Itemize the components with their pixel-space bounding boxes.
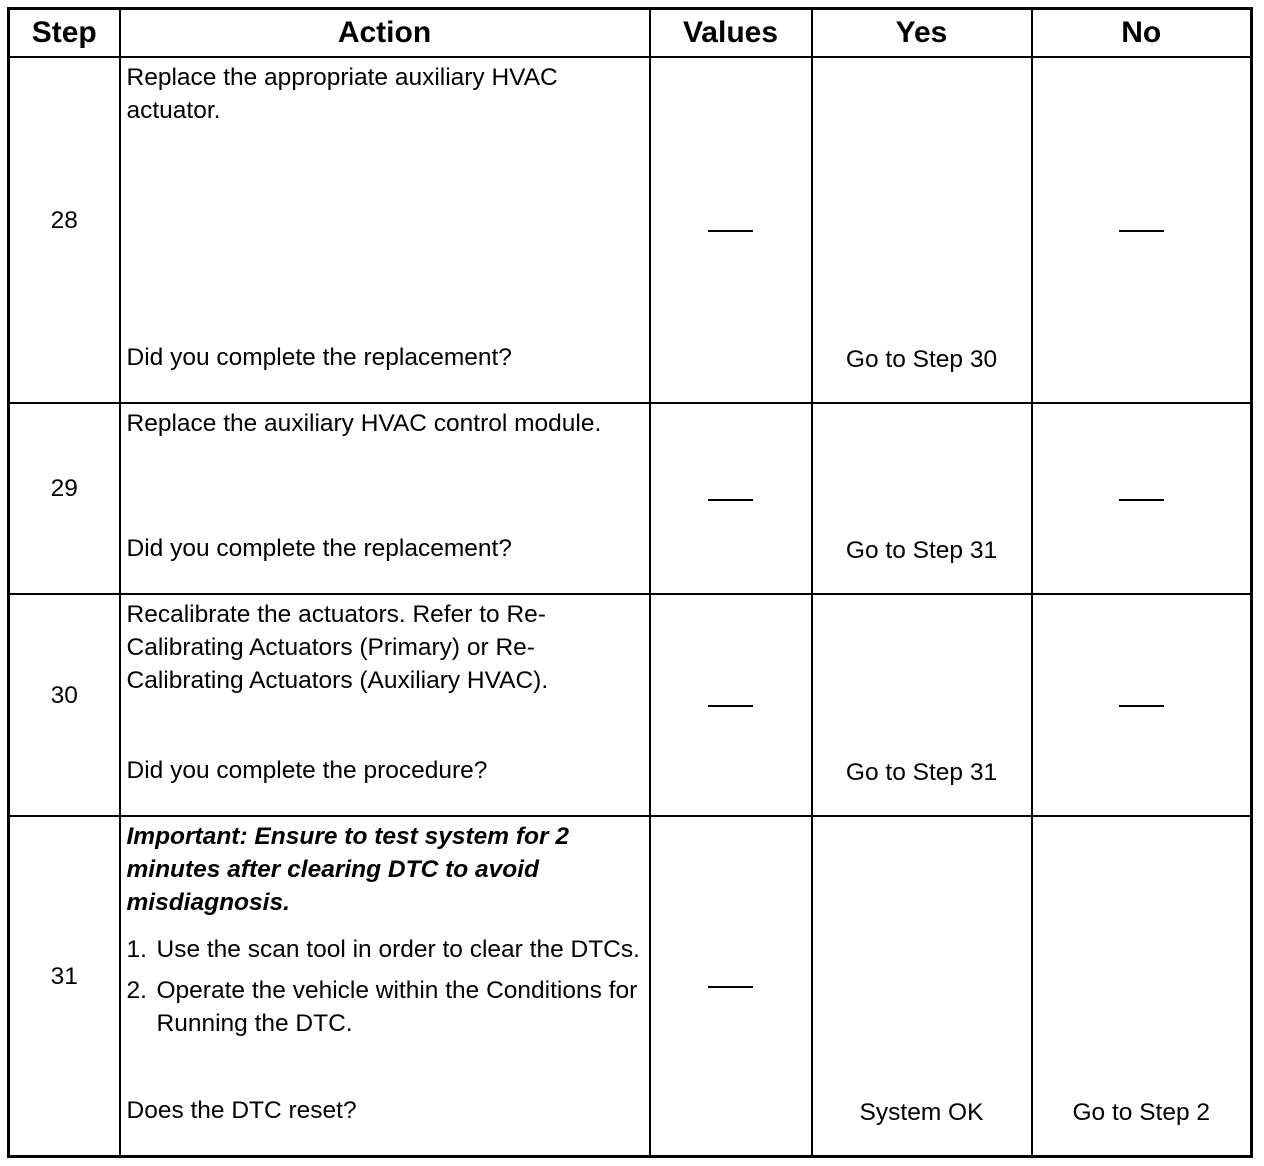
empty-dash [708,230,753,232]
action-text: Replace the appropriate auxiliary HVAC actuator. [126,64,558,124]
no-cell: Go to Step 2 [1032,816,1252,1156]
action-question: Did you complete the replacement? [126,344,512,371]
table-row [9,403,1252,594]
yes-cell: System OK [812,816,1032,1156]
step-number: 31 [9,816,120,1156]
values-cell [650,57,812,403]
empty-dash [708,705,753,707]
step-number: 29 [9,403,120,594]
step-number: 30 [9,594,120,816]
no-cell [1032,403,1252,594]
action-question: Did you complete the procedure? [126,757,488,785]
action-text: Replace the auxiliary HVAC control module. [126,410,602,438]
action-question: Does the DTC reset? [126,1097,357,1125]
header-yes: Yes [812,9,1032,58]
empty-dash [708,986,753,988]
action-question: Did you complete the replacement? [126,535,512,563]
header-no: No [1032,9,1252,58]
action-text: Recalibrate the actuators. Refer to Re-Calibrating Actuators (Primary) or Re-Calibrating Actuators (Auxiliary HVAC). [126,601,549,695]
empty-dash [1119,230,1164,232]
action-cell [120,816,650,1156]
no-cell [1032,594,1252,816]
diagnostic-table [7,7,1253,1158]
header-action: Action [120,9,650,58]
action-cell [120,57,650,403]
list-item: 2. Operate the vehicle within the Conditions for Running the DTC. [126,977,638,1038]
procedure-list [127,933,643,1040]
action-cell [120,594,650,816]
header-step: Step [9,9,120,58]
empty-dash [708,499,753,501]
values-cell [650,816,812,1156]
yes-cell: Go to Step 31 [812,594,1032,816]
values-cell [650,594,812,816]
step-number: 28 [9,57,120,403]
header-row [9,9,1252,58]
table-row [9,594,1252,816]
empty-dash [1119,499,1164,501]
no-cell [1032,57,1252,403]
list-item: 1. Use the scan tool in order to clear the DTCs. [126,936,640,964]
table-row [9,816,1252,1156]
important-note: Important: Ensure to test system for 2 minutes after clearing DTC to avoid misdiagnosis. [126,823,569,917]
action-cell [120,403,650,594]
table-row [9,57,1252,403]
yes-cell: Go to Step 31 [812,403,1032,594]
header-values: Values [650,9,812,58]
yes-cell: Go to Step 30 [812,57,1032,403]
values-cell [650,403,812,594]
empty-dash [1119,705,1164,707]
